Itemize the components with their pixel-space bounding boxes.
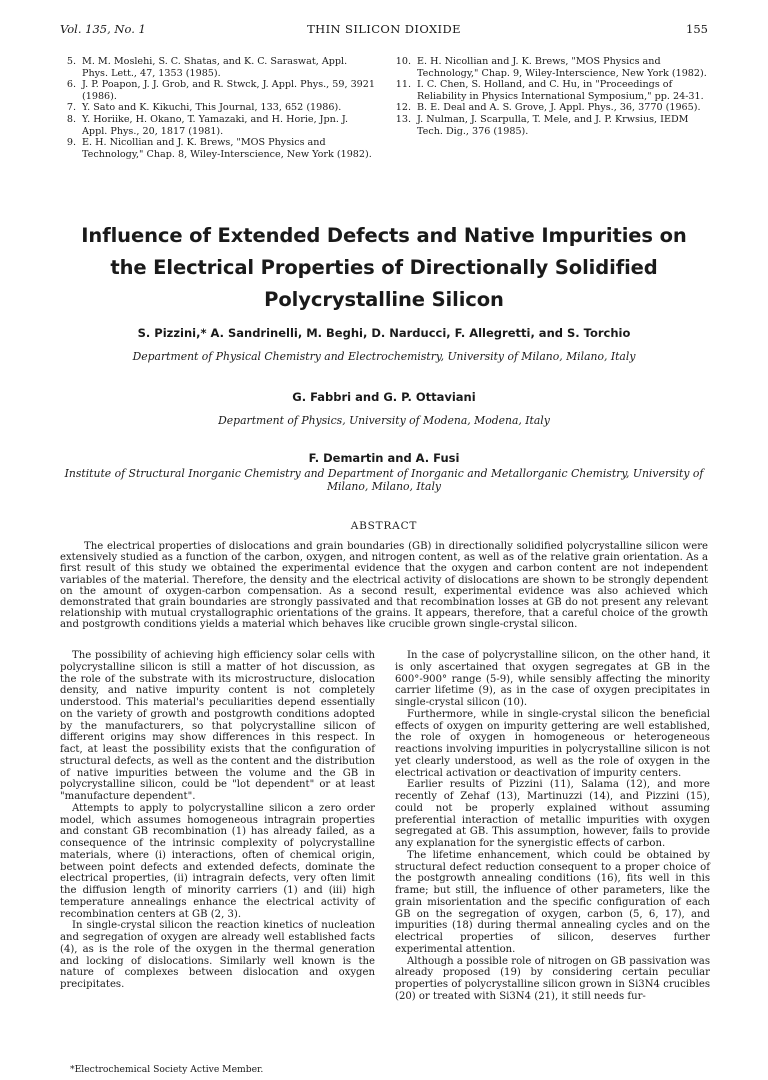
- body-paragraph: In the case of polycrystalline silicon, on the other hand, it is only ascertained that oxygen segregates at GB in the 600°-900° range (5-9), while sensibly affecting the minority carrier lifetime (9), as in the case of oxygen precipitates in single-crystal silicon (10).: [395, 650, 710, 708]
- reference-item: 13. J. Nulman, J. Scarpulla, T. Mele, and J. P. Krwsius, IEDM Tech. Dig., 376 (1985).: [395, 113, 689, 137]
- running-header: [60, 22, 708, 40]
- reference-item: 12. B. E. Deal and A. S. Grove, J. Appl. Phys., 36, 3770 (1965).: [395, 102, 701, 114]
- abstract-text: The electrical properties of dislocations and grain boundaries (GB) in directionally solidified polycrystalline silicon were extensively studied as a function of the carbon, oxygen, and nitrogen content, as well as of the relative grain orientation. As a first result of this study we obtained the experimental evidence that the oxygen and carbon content are not independent variables of the material. Therefore, the density and the electrical activity of dislocations are shown to be strongly dependent on the amount of oxygen-carbon compensation. As a second result, experimental evidence was also achieved which demonstrated that grain boundaries are strongly passivated and that recombination losses at GB do not present any relevant relationship with mutual crystallographic orientations of the grains. It appears, therefore, that a careful choice of the growth and postgrowth conditions yields a material which behaves like crucible grown single-crystal silicon.: [60, 541, 708, 631]
- abstract-heading: ABSTRACT: [350, 520, 418, 532]
- footnote: *Electrochemical Society Active Member.: [70, 1064, 264, 1075]
- reference-item: 6. J. P. Poapon, J. J. Grob, and R. Stwck, J. Appl. Phys., 59, 3921 (1986).: [66, 79, 375, 102]
- body-paragraph: Earlier results of Pizzini (11), Salama (12), and more recently of Zehaf (13), Martinuzzi (14), and Pizzini (15), could not be properly explained without assuming preferential interaction of metallic impurities with oxygen segregated at GB. This assumption, however, fails to provide any explanation for the synergistic effects of carbon.: [395, 779, 710, 849]
- reference-item: 9. E. H. Nicollian and J. K. Brews, "MOS Physics and Technology," Chap. 8, Wiley-Interscience, New York (1982).: [66, 137, 372, 160]
- body-paragraph: Although a possible role of nitrogen on GB passivation was already proposed (19) by considering certain peculiar properties of polycrystalline silicon grown in Si3N4 crucibles (20) or treated with Si3N4 (21), it still needs fur-: [395, 955, 710, 1002]
- reference-item: 7. Y. Sato and K. Kikuchi, This Journal, 133, 652 (1986).: [66, 102, 342, 114]
- affiliation-1: Department of Physical Chemistry and Electrochemistry, University of Milano, Milano, Italy: [132, 350, 636, 363]
- reference-column-left: [60, 56, 375, 160]
- reference-item: 10. E. H. Nicollian and J. K. Brews, "MOS Physics and Technology," Chap. 9, Wiley-Interscience, New York (1982).: [395, 56, 707, 79]
- author-list-2: G. Fabbri and G. P. Ottaviani: [292, 390, 476, 404]
- author-list-3: F. Demartin and A. Fusi: [308, 451, 460, 465]
- reference-column-right: [395, 56, 710, 137]
- affiliation-2: Department of Physics, University of Modena, Modena, Italy: [218, 414, 550, 427]
- reference-item: 5. M. M. Moslehi, S. C. Shatas, and K. C. Saraswat, Appl. Phys. Lett., 47, 1353 (1985).: [66, 56, 348, 79]
- body-paragraph: In single-crystal silicon the reaction kinetics of nucleation and segregation of oxygen are already well established facts (4), as is the role of the oxygen in the thermal generation and locking of dislocations. Similarly well known is the nature of complexes between dislocation and oxygen precipitates.: [60, 920, 375, 990]
- body-paragraph: Furthermore, while in single-crystal silicon the beneficial effects of oxygen on impurity gettering are well established, the role of oxygen in homogeneous or heterogeneous reactions involving impurities in polycrystalline silicon is not yet clearly understood, as well as the role of oxygen in the electrical activation or deactivation of impurity centers.: [395, 708, 710, 779]
- reference-item: 8. Y. Horiike, H. Okano, T. Yamazaki, and H. Horie, Jpn. J. Appl. Phys., 20, 1817 (1981).: [66, 113, 349, 137]
- body-column-right: [395, 650, 710, 1003]
- author-list-1: S. Pizzini,* A. Sandrinelli, M. Beghi, D. Narducci, F. Allegretti, and S. Torchio: [137, 326, 631, 340]
- body-paragraph: The lifetime enhancement, which could be obtained by structural defect reduction consequent to a proper choice of the postgrowth annealing conditions (16), fits well in this frame; but still, the influence of other parameters, like the grain misorientation and the specific configuration of each GB on the segregation of oxygen, carbon (5, 6, 17), and impurities (18) during thermal annealing cycles and on the electrical properties of silicon, deserves further experimental attention.: [395, 849, 710, 955]
- body-paragraph: Attempts to apply to polycrystalline silicon a zero order model, which assumes homogeneous intragrain properties and constant GB recombination (1) has already failed, as a consequence of the intrinsic complexity of polycrystalline materials, where (i) interactions, often of chemical origin, between point defects and extended defects, dominate the electrical properties, (ii) intragrain defects, very often limit the diffusion length of minority carriers (1) and (iii) high temperature annealings enhance the electrical activity of recombination centers at GB (2, 3).: [60, 802, 375, 920]
- section-title: THIN SILICON DIOXIDE: [307, 22, 461, 36]
- reference-item: 11. I. C. Chen, S. Holland, and C. Hu, in "Proceedings of Reliability in Physics International Symposium," pp. 24-31.: [395, 79, 704, 102]
- body-paragraph: The possibility of achieving high efficiency solar cells with polycrystalline silicon is still a matter of hot discussion, as the role of the substrate with its microstructure, dislocation density, and native impurity content is not completely understood. This material's peculiarities depend essentially on the variety of growth and postgrowth conditions adopted by the manufacturers, so that polycrystalline silicon of different origins may show differences in this respect. In fact, at least the possibility exists that the configuration of structural defects, as well as the content and the distribution of native impurities between the volume and the GB in polycrystalline silicon, could be "lot dependent" or at least "manufacture dependent".: [60, 650, 375, 802]
- body-column-left: [60, 650, 375, 991]
- article-title: Influence of Extended Defects and Native Impurities on the Electrical Properties of Directionally Solidified Polycrystalline Silicon: [81, 224, 687, 311]
- affiliation-3: Institute of Structural Inorganic Chemistry and Department of Inorganic and Metallorganic Chemistry, University of Milano, Milano, Italy: [64, 467, 704, 493]
- volume-label: Vol. 135, No. 1: [60, 22, 146, 36]
- page-number: 155: [686, 22, 708, 36]
